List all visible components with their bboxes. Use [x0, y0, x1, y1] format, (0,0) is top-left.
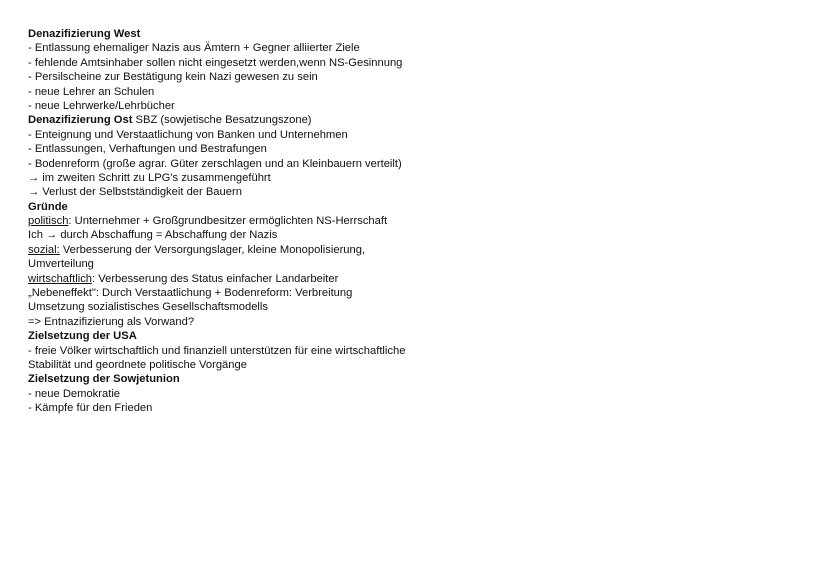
politisch-label: politisch: [28, 215, 69, 228]
west-item-1: - Entlassung ehemaliger Nazis aus Ämtern + Gegner alliierter Ziele: [28, 42, 360, 55]
sozial-continuation: Umverteilung: [28, 258, 94, 271]
gruende-conclusion: => Entnazifizierung als Vorwand?: [28, 315, 195, 328]
heading-denazifizierung-west: Denazifizierung West: [28, 28, 141, 40]
usa-item-1: - freie Völker wirtschaftlich und finanziell unterstützen für eine wirtschaftliche: [28, 344, 406, 357]
gruende-wirtschaftlich-line: [28, 272, 405, 286]
ost-item-3: - Bodenreform (große agrar. Güter zerschlagen und an Kleinbauern verteilt): [28, 157, 402, 170]
notes-body: [28, 27, 405, 416]
heading-gruende: Gründe: [28, 200, 68, 213]
nebeneffekt-continuation: Umsetzung sozialistisches Gesellschaftsmodells: [28, 301, 269, 314]
sowjet-item-2: - Kämpfe für den Frieden: [28, 402, 153, 415]
heading-denazifizierung-ost: Denazifizierung Ost: [28, 114, 133, 127]
west-item-3: - Persilscheine zur Bestätigung kein Nazi gewesen zu sein: [28, 71, 318, 84]
west-item-2: - fehlende Amtsinhaber sollen nicht eingesetzt werden,wenn NS-Gesinnung: [28, 56, 403, 69]
ost-item-5: → Verlust der Selbstständigkeit der Bauern: [28, 186, 242, 199]
west-item-4: - neue Lehrer an Schulen: [28, 85, 155, 98]
heading-zielsetzung-usa: Zielsetzung der USA: [28, 330, 137, 343]
sozial-text: Verbesserung der Versorgungslager, kleine Monopolisierung,: [59, 243, 366, 256]
gruende-politisch-line: [28, 214, 405, 228]
sowjet-item-1: - neue Demokratie: [28, 387, 121, 400]
ost-item-1: - Enteignung und Verstaatlichung von Banken und Unternehmen: [28, 128, 348, 141]
wirtschaftlich-label: wirtschaftlich: [28, 272, 93, 285]
nebeneffekt-line: „Nebeneffekt": Durch Verstaatlichung + Bodenreform: Verbreitung: [28, 287, 353, 300]
ost-item-4: → im zweiten Schritt zu LPG's zusammengeführt: [28, 171, 271, 184]
ost-item-2: - Entlassungen, Verhaftungen und Bestrafungen: [28, 143, 267, 156]
politisch-continuation: Ich → durch Abschaffung = Abschaffung der Nazis: [28, 229, 278, 242]
gruende-sozial-line: [28, 243, 405, 257]
heading-zielsetzung-sowjetunion: Zielsetzung der Sowjetunion: [28, 373, 180, 386]
politisch-text: : Unternehmer + Großgrundbesitzer ermöglichten NS-Herrschaft: [68, 215, 388, 228]
sozial-label: sozial:: [28, 243, 60, 256]
usa-item-2: Stabilität und geordnete politische Vorgänge: [28, 358, 247, 371]
west-item-5: - neue Lehrwerke/Lehrbücher: [28, 99, 175, 112]
heading-denazifizierung-ost-line: [28, 113, 405, 127]
wirtschaftlich-text: : Verbesserung des Status einfacher Landarbeiter: [92, 272, 339, 285]
ost-heading-suffix: SBZ (sowjetische Besatzungszone): [132, 114, 312, 127]
